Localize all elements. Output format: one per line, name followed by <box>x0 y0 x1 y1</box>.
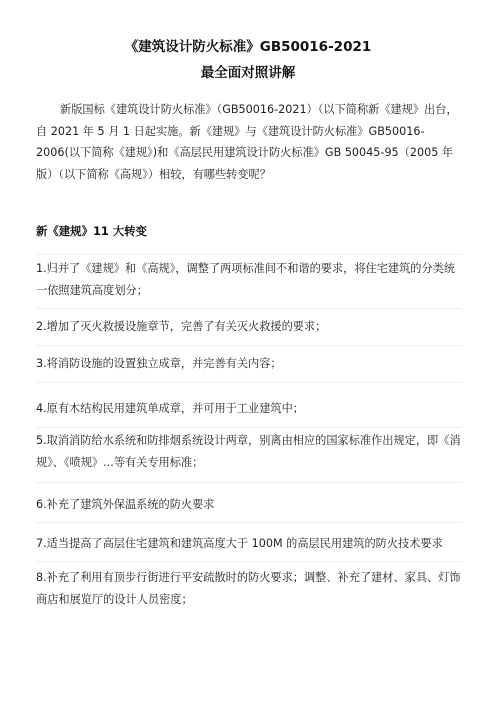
section-heading: 新《建规》11 大转变 <box>36 224 147 238</box>
list-item: 6.补充了建筑外保温系统的防火要求 <box>36 498 215 511</box>
divider <box>36 345 462 346</box>
list-item: 4.原有木结构民用建筑单成章，并可用于工业建筑中； <box>36 402 304 415</box>
list-item: 3.将消防设施的设置独立成章，并完善有关内容； <box>36 357 282 370</box>
divider <box>36 382 462 383</box>
list-item: 1.归并了《建规》和《高规》，调整了两项标准间不和谐的要求，将住宅建筑的分类统一依照建筑高度划分； <box>36 262 456 297</box>
document-subtitle: 最全面对照讲解 <box>200 65 296 81</box>
list-item: 7.适当提高了高层住宅建筑和建筑高度大于 100M 的高层民用建筑的防火技术要求 <box>36 537 443 550</box>
list-item: 2.增加了灭火救援设施章节，完善了有关灭火救援的要求； <box>36 320 327 333</box>
divider <box>36 561 462 562</box>
divider <box>36 522 462 523</box>
divider <box>36 308 462 309</box>
intro-paragraph: 新版国标《建筑设计防火标准》（GB50016-2021）（以下简称新《建规》出台，自 2021 年 5 月 1 日起实施。新《建规》与《建筑设计防火标准》GB50016-2006(以下简称《建规》)和《高层民用建筑设计防火标准》GB 50045-95（2005 年版）（以下简称《高规》）相较，有哪些转变呢？ <box>36 103 458 181</box>
divider <box>36 427 462 428</box>
divider <box>36 254 462 255</box>
list-item: 8.补充了利用有顶步行街进行平安疏散时的防火要求；调整、补充了建材、家具、灯饰商店和展览厅的设计人员密度； <box>36 571 461 606</box>
document-title: 《建筑设计防火标准》GB50016-2021 <box>124 39 372 55</box>
divider <box>36 482 462 483</box>
list-item: 5.取消消防给水系统和防排烟系统设计两章，别离由相应的国家标准作出规定，即《消规》、《喷规》...等有关专用标准； <box>36 434 461 469</box>
